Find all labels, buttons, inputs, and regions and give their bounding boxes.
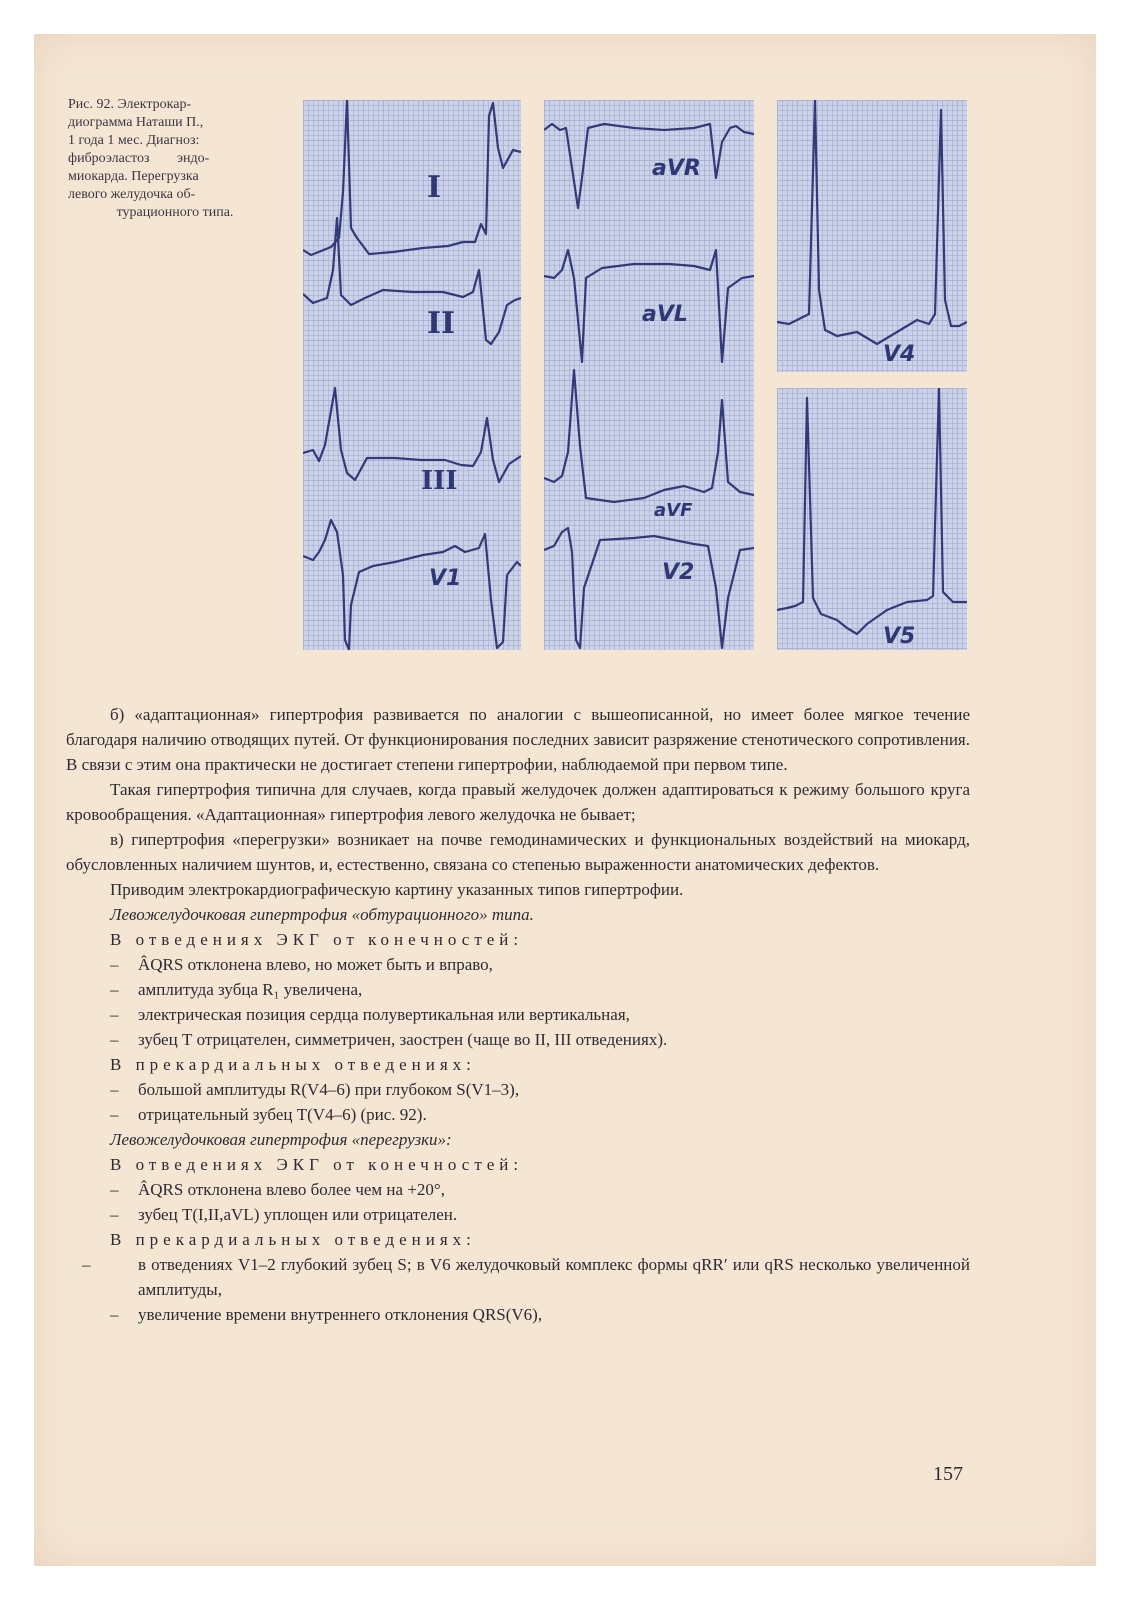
list-item-text: электрическая позиция сердца полувертикальная или вертикальная, <box>138 1005 630 1024</box>
caption-line: фиброэластоз эндо- <box>68 151 210 166</box>
caption-line: диограмма Наташи П., <box>68 115 204 130</box>
ecg-traces-v4 <box>777 100 967 372</box>
list-item-text: отрицательный зубец T(V4–6) (рис. 92). <box>138 1105 427 1124</box>
caption-line: левого желудочка об- <box>68 187 196 202</box>
list-dash: – <box>82 1255 91 1274</box>
list-item <box>66 1202 970 1227</box>
list-dash: – <box>110 1080 119 1099</box>
list-item <box>66 1252 970 1302</box>
list-item-text: ÂQRS отклонена влево, но может быть и вправо, <box>138 955 493 974</box>
ecg-strip-v5 <box>777 388 967 650</box>
lead-label-I: I <box>427 170 442 205</box>
list-item <box>66 977 970 1002</box>
section-heading: Левожелудочковая гипертрофия «обтурационного» типа. <box>110 905 534 924</box>
paragraph: Такая гипертрофия типична для случаев, когда правый желудочек должен адаптироваться к режиму большого круга кровообращения. «Адаптационная» гипертрофия левого желудочка не бывает; <box>66 780 970 824</box>
list-item <box>66 1027 970 1052</box>
list-item <box>66 1002 970 1027</box>
figure-caption <box>68 96 282 222</box>
subsection-heading: В отведениях ЭКГ от конечностей: <box>110 1155 524 1174</box>
lead-label-V4: V4 <box>883 342 916 367</box>
list-dash: – <box>110 1305 119 1324</box>
ecg-strip-col1 <box>303 100 521 650</box>
lead-label-V2: V2 <box>662 560 695 585</box>
list-dash: – <box>110 1030 119 1049</box>
caption-line: Рис. 92. Электрокар- <box>68 97 192 112</box>
trace-lead-aVR <box>544 124 754 208</box>
list-item <box>66 1177 970 1202</box>
trace-lead-V2 <box>544 528 754 648</box>
list-dash: – <box>110 955 119 974</box>
lead-label-V1: V1 <box>429 566 462 591</box>
trace-lead-III <box>303 388 521 482</box>
lead-label-III: III <box>421 466 458 496</box>
caption-line: миокарда. Перегрузка <box>68 169 199 184</box>
list-item-text: ÂQRS отклонена влево более чем на +20°, <box>138 1180 445 1199</box>
caption-line: турационного типа. <box>116 205 234 220</box>
lead-label-aVF: aVF <box>654 500 693 521</box>
trace-lead-V5 <box>777 388 967 634</box>
list-item-text: амплитуда зубца R₁ увеличена, <box>138 980 363 999</box>
list-dash: – <box>110 980 119 999</box>
list-item-text: зубец Т отрицателен, симметричен, заострен (чаще во II, III отведениях). <box>138 1030 668 1049</box>
list-item <box>66 1302 970 1327</box>
list-dash: – <box>110 1005 119 1024</box>
ecg-traces-v5 <box>777 388 967 650</box>
subsection-heading: В прекардиальных отведениях: <box>110 1230 476 1249</box>
paragraph: Приводим электрокардиографическую картину указанных типов гипертрофии. <box>110 880 684 899</box>
ecg-strip-v4 <box>777 100 967 372</box>
page-number: 157 <box>933 1463 963 1485</box>
ecg-strip-col2 <box>544 100 754 650</box>
lead-label-aVL: aVL <box>642 302 688 327</box>
list-item <box>66 1077 970 1102</box>
trace-lead-II <box>303 218 521 344</box>
ecg-traces-col2 <box>544 100 754 650</box>
section-heading: Левожелудочковая гипертрофия «перегрузки»: <box>110 1130 452 1149</box>
list-dash: – <box>110 1180 119 1199</box>
list-item-text: большой амплитуды R(V4–6) при глубоком S(V1–3), <box>138 1080 520 1099</box>
subsection-heading: В отведениях ЭКГ от конечностей: <box>110 930 524 949</box>
paragraph: в) гипертрофия «перегрузки» возникает на почве гемодинамических и функциональных воздействий на миокард, обусловленных наличием шунтов, и, естественно, связана со степенью выраженности анатомических дефектов. <box>66 830 970 874</box>
list-item-text: в отведениях V1–2 глубокий зубец S; в V6 желудочковый комплекс формы qRR′ или qRS несколько увеличенной амплитуды, <box>138 1255 970 1299</box>
trace-lead-V1 <box>303 520 521 650</box>
list-item-text: увеличение времени внутреннего отклонения QRS(V6), <box>138 1305 543 1324</box>
paragraph: б) «адаптационная» гипертрофия развивается по аналогии с вышеописанной, но имеет более мягкое течение благодаря наличию отводящих путей. От функционирования последних зависит разряжение стенотического сопротивления. В связи с этим она практически не достигает степени гипертрофии, наблюдаемой при первом типе. <box>66 705 970 774</box>
trace-lead-V4 <box>777 100 967 344</box>
trace-lead-aVF <box>544 370 754 502</box>
list-item <box>66 952 970 977</box>
caption-line: 1 года 1 мес. Диагноз: <box>68 133 200 148</box>
lead-label-V5: V5 <box>883 624 916 649</box>
lead-label-aVR: aVR <box>652 156 701 181</box>
subsection-heading: В прекардиальных отведениях: <box>110 1055 476 1074</box>
list-item-text: зубец T(I,II,aVL) уплощен или отрицателен. <box>138 1205 458 1224</box>
list-dash: – <box>110 1205 119 1224</box>
lead-label-II: II <box>427 306 456 341</box>
list-item <box>66 1102 970 1127</box>
body-text <box>66 702 970 1327</box>
list-dash: – <box>110 1105 119 1124</box>
ecg-traces-col1 <box>303 100 521 650</box>
